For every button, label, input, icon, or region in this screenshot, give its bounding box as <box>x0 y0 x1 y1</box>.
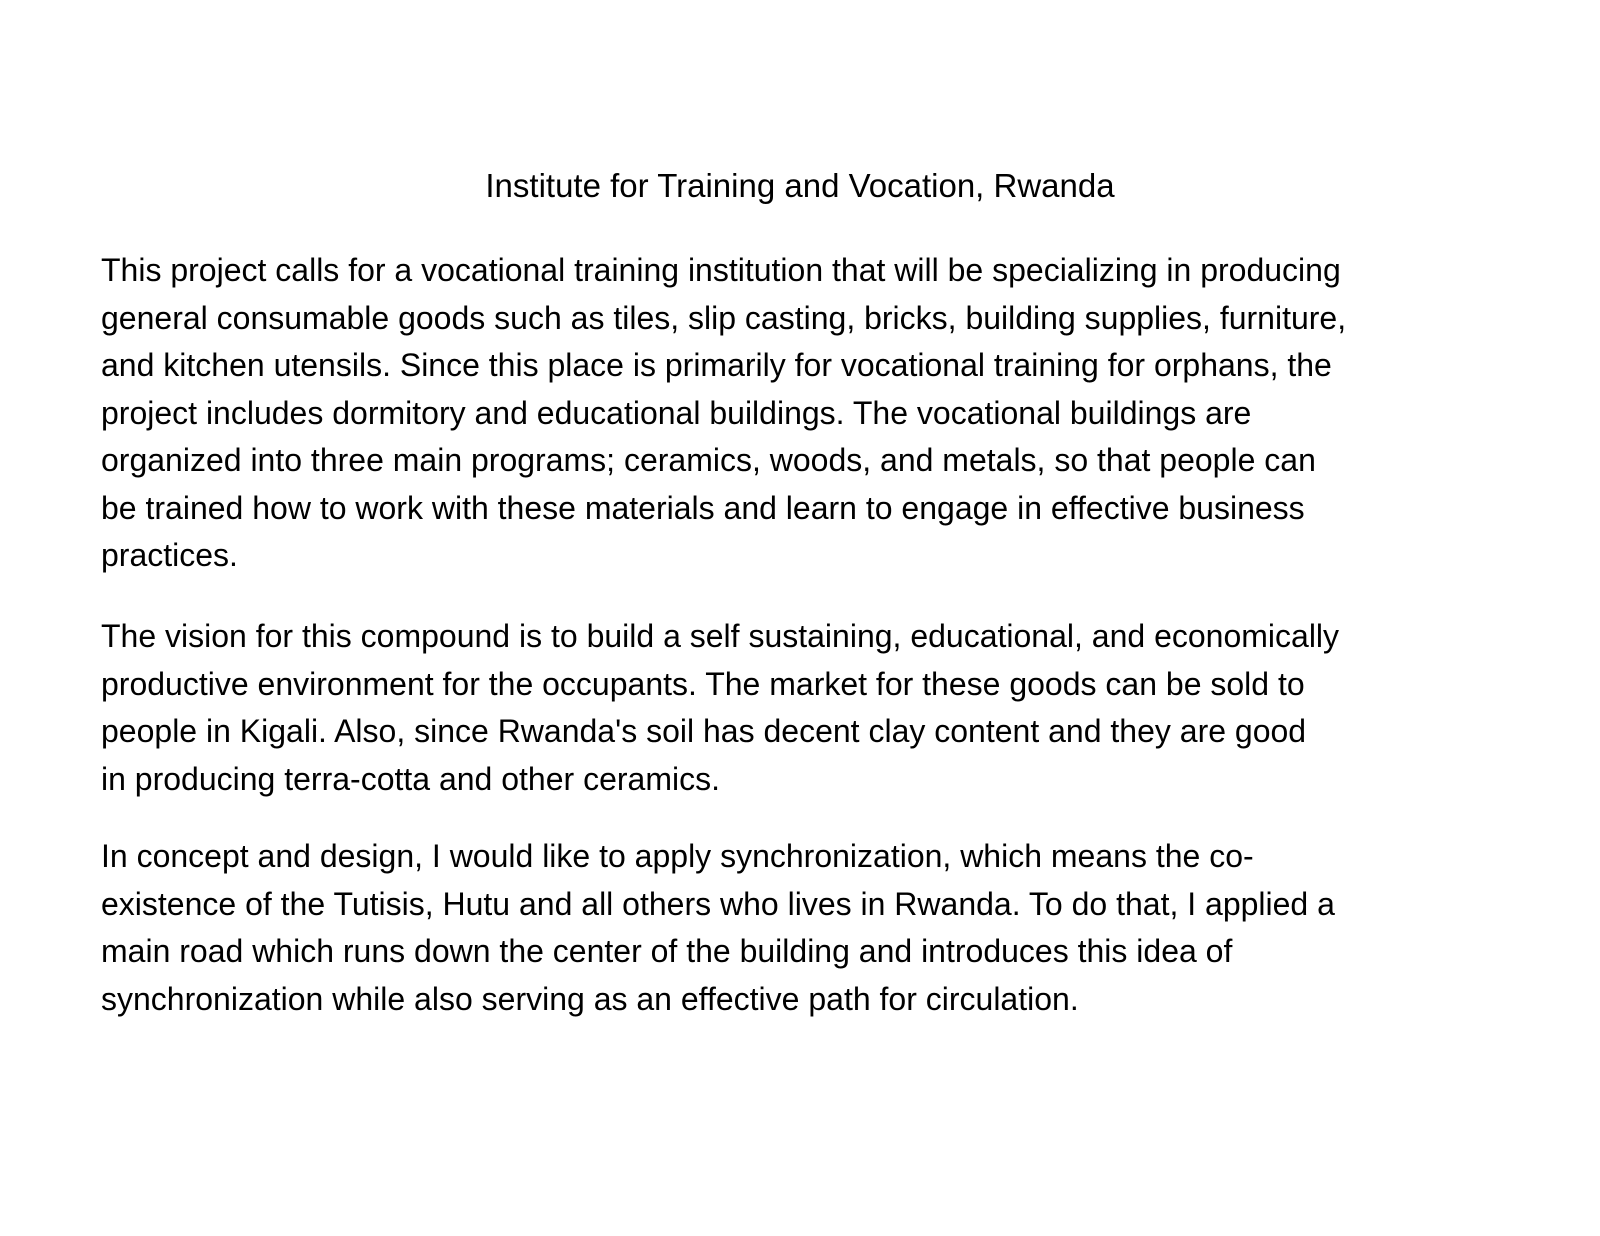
document-title: Institute for Training and Vocation, Rwanda <box>485 167 1115 204</box>
paragraph-line: main road which runs down the center of the building and introduces this idea of <box>101 933 1233 969</box>
paragraph-concept-design <box>101 833 1521 1023</box>
paragraph-line: existence of the Tutisis, Hutu and all others who lives in Rwanda. To do that, I applied a <box>101 885 1335 922</box>
paragraph-line: general consumable goods such as tiles, slip casting, bricks, building supplies, furniture, <box>101 299 1347 336</box>
paragraph-line: This project calls for a vocational training institution that will be specializing in producing <box>101 252 1341 288</box>
paragraph-line: and kitchen utensils. Since this place is primarily for vocational training for orphans, the <box>101 347 1332 383</box>
paragraph-line: synchronization while also serving as an effective path for circulation. <box>101 980 1079 1017</box>
paragraph-vision <box>101 613 1521 803</box>
paragraph-line: organized into three main programs; ceramics, woods, and metals, so that people can <box>101 442 1316 478</box>
paragraph-line: productive environment for the occupants. The market for these goods can be sold to <box>101 665 1305 702</box>
paragraph-line: The vision for this compound is to build a self sustaining, educational, and economically <box>101 618 1340 654</box>
paragraph-line: people in Kigali. Also, since Rwanda's soil has decent clay content and they are good <box>101 713 1307 749</box>
paragraph-line: project includes dormitory and educational buildings. The vocational buildings are <box>101 394 1252 431</box>
paragraph-line: be trained how to work with these materials and learn to engage in effective business <box>101 489 1305 526</box>
paragraph-line: In concept and design, I would like to apply synchronization, which means the co- <box>101 838 1254 874</box>
paragraph-line: practices. <box>101 537 238 573</box>
paragraph-line: in producing terra-cotta and other ceramics. <box>101 760 720 797</box>
paragraph-project-description <box>101 247 1521 580</box>
